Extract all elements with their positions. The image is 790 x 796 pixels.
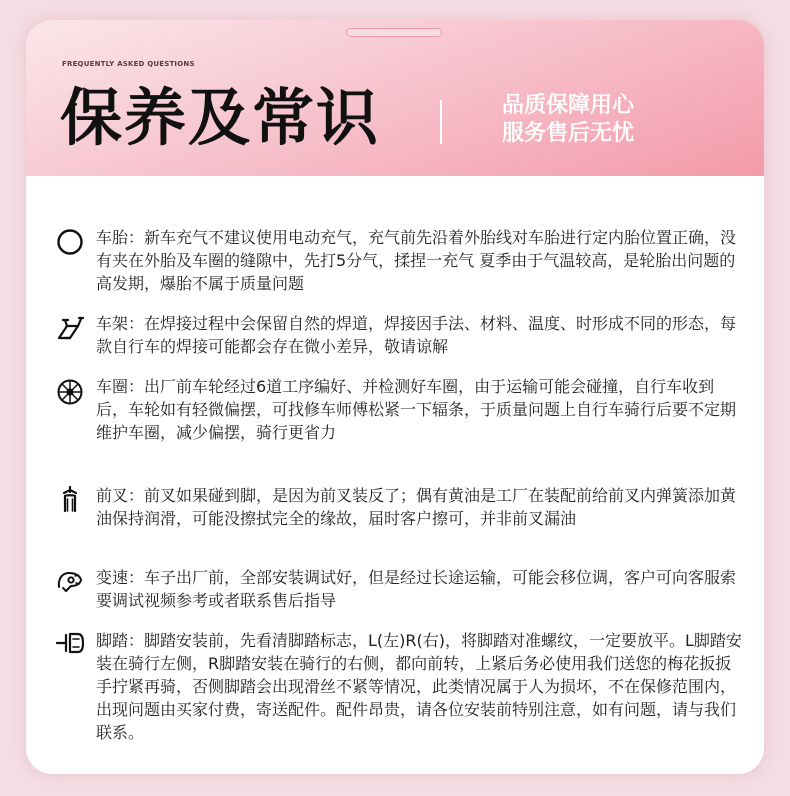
slogan-line-2: 服务售后无忧 (502, 121, 635, 146)
slogan (502, 92, 634, 148)
item-text: 脚踏：脚踏安装前，先看清脚踏标志，L(左)R(右)，将脚踏对准螺纹，一定要放平。L脚踏安装在骑行左侧，R脚踏安装在骑行的右侧，都向前转，上紧后务必使用我们送您的梅花扳扳手拧紧再骑，否侧脚踏会出现滑丝不紧等情况，此类情况属于人为损坏，不在保修范围内，出现问题由买家付费，寄送配件。配件昂贵，请各位安装前特别注意，如有问题，请与我们联系。 (96, 631, 742, 742)
front-fork-icon (56, 485, 84, 513)
page-title: 保养及常识 (60, 81, 381, 154)
item-text: 变速：车子出厂前，全部安装调试好，但是经过长途运输，可能会移位调，客户可向客服索要调试视频参考或者联系售后指导 (96, 568, 737, 610)
frame-icon (56, 314, 84, 342)
item-text: 车架：在焊接过程中会保留自然的焊道，焊接因手法、材料、温度、时形成不同的形态，每款自行车的焊接可能都会存在微小差异，敬请谅解 (96, 314, 737, 356)
pedal-icon (56, 629, 84, 657)
eyebrow-text: FREQUENTLY ASKED QUESTIONS (62, 60, 195, 68)
slogan-line-1: 品质保障用心 (502, 93, 635, 118)
header-banner (26, 20, 764, 176)
shifter-icon (56, 567, 84, 595)
header-divider (440, 100, 442, 144)
item-text: 车胎：新车充气不建议使用电动充气，充气前先沿着外胎线对车胎进行定内胎位置正确，没有夹在外胎及车圈的缝隙中，先打5分气，揉捏一充气 夏季由于气温较高，是轮胎出问题的高发期，爆胎不属于质量问题 (96, 228, 737, 293)
wheel-rim-icon (56, 378, 84, 406)
faq-card (26, 20, 764, 774)
drag-handle (346, 28, 442, 37)
tire-icon (56, 228, 84, 256)
item-text: 前叉：前叉如果碰到脚，是因为前叉装反了；偶有黄油是工厂在装配前给前叉内弹簧添加黄油保持润滑，可能没擦拭完全的缘故，届时客户擦可，并非前叉漏油 (96, 486, 737, 528)
item-text: 车圈：出厂前车轮经过6道工序编好、并检测好车圈，由于运输可能会碰撞，自行车收到后，车轮如有轻微偏摆，可找修车师傅松紧一下辐条，于质量问题上自行车骑行后要不定期维护车圈，减少偏摆，骑行更省力 (96, 377, 737, 442)
